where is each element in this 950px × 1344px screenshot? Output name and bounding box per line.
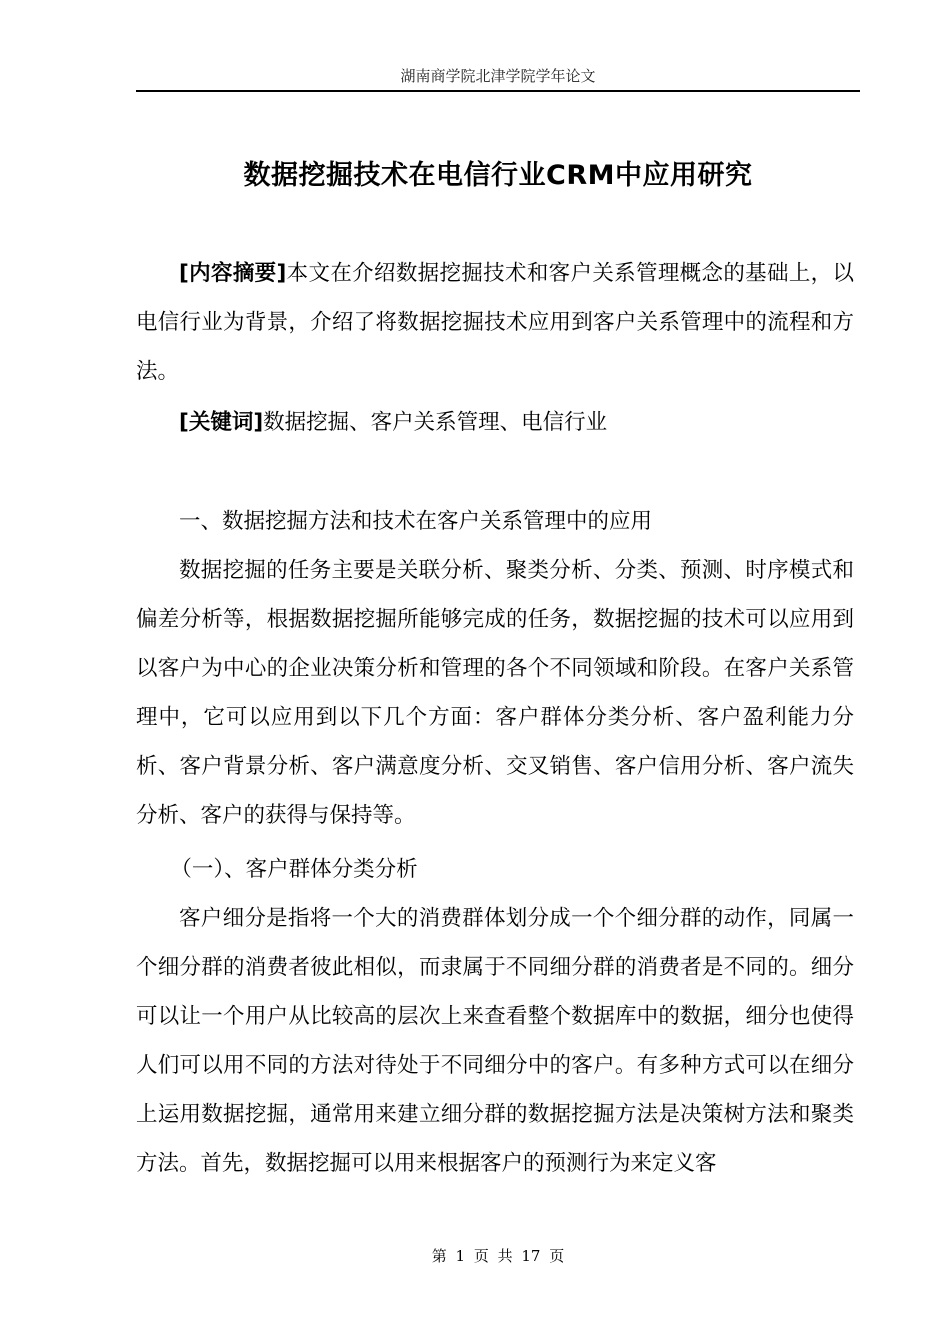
paper-title: 数据挖掘技术在电信行业CRM中应用研究 bbox=[243, 160, 753, 191]
subsection-paragraph: 客户细分是指将一个大的消费群体划分成一个个细分群的动作，同属一个细分群的消费者彼此相似，而隶属于不同细分群的消费者是不同的。细分可以让一个用户从比较高的层次上来查看整个数据库中的数据，细分也使得人们可以用不同的方法对待处于不同细分中的客户。有多种方式可以在细分上运用数据挖掘，通常用来建立细分群的数据挖掘方法是决策树方法和聚类方法。首先，数据挖掘可以用来根据客户的预测行为来定义客 bbox=[136, 906, 854, 1176]
keywords-paragraph bbox=[136, 398, 854, 447]
keywords-text: 数据挖掘、客户关系管理、电信行业 bbox=[263, 410, 608, 435]
abstract-text: 本文在介绍数据挖掘技术和客户关系管理概念的基础上，以电信行业为背景，介绍了将数据挖掘技术应用到客户关系管理中的流程和方法。 bbox=[136, 261, 854, 384]
running-header bbox=[136, 66, 860, 92]
subsection-heading: （一）、客户群体分类分析 bbox=[170, 857, 418, 882]
running-title: 湖南商学院北津学院学年论文 bbox=[400, 67, 596, 85]
abstract-paragraph bbox=[136, 249, 854, 396]
page-indicator: 第 1 页 共 17 页 bbox=[431, 1247, 565, 1265]
abstract-label: [内容摘要] bbox=[179, 261, 287, 286]
keywords-label: [关键词] bbox=[179, 410, 264, 435]
section-heading: 一、数据挖掘方法和技术在客户关系管理中的应用 bbox=[179, 509, 653, 534]
section-paragraph: 数据挖掘的任务主要是关联分析、聚类分析、分类、预测、时序模式和偏差分析等，根据数据挖掘所能够完成的任务，数据挖掘的技术可以应用到以客户为中心的企业决策分析和管理的各个不同领域和阶段。在客户关系管理中，它可以应用到以下几个方面：客户群体分类分析、客户盈利能力分析、客户背景分析、客户满意度分析、交叉销售、客户信用分析、客户流失分析、客户的获得与保持等。 bbox=[136, 558, 854, 828]
page-footer bbox=[136, 1246, 860, 1266]
